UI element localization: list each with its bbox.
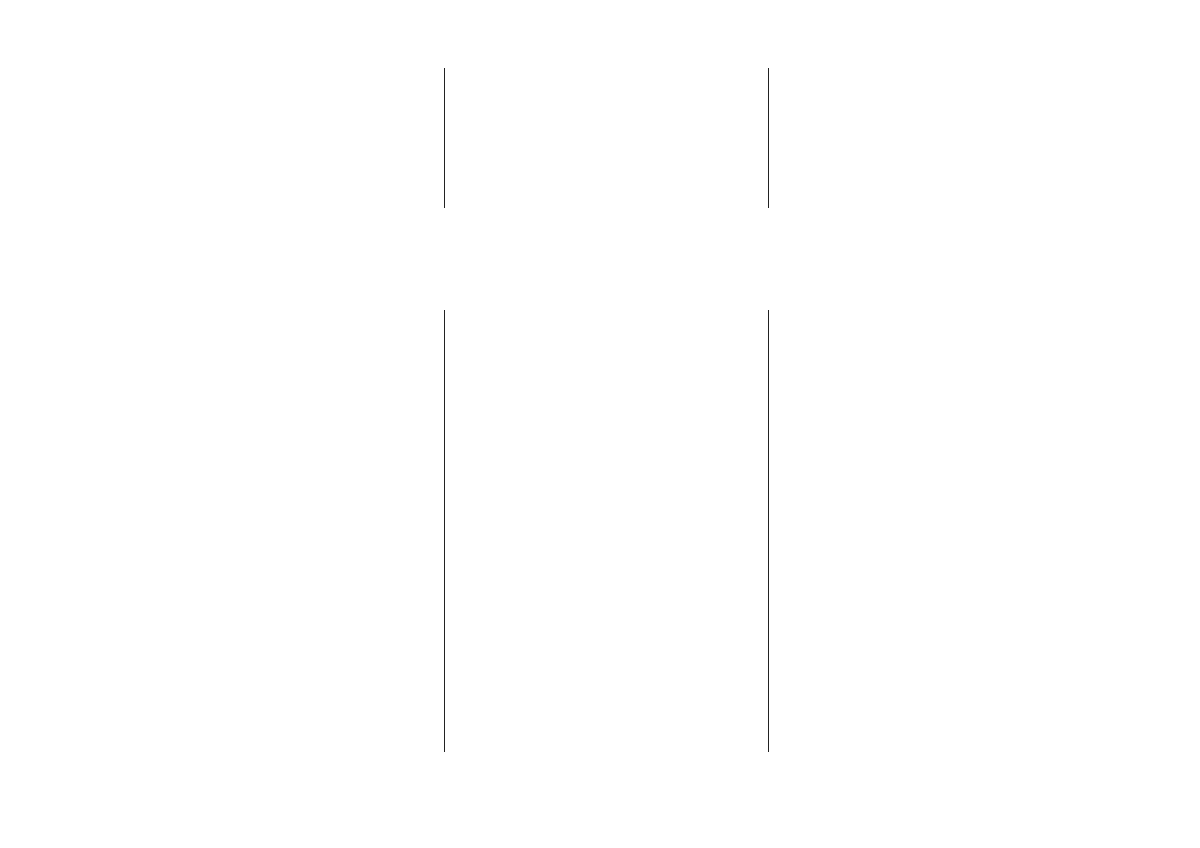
- column-divider: [444, 68, 445, 208]
- column-divider: [768, 310, 769, 752]
- column-divider: [444, 310, 445, 752]
- column-divider: [768, 68, 769, 208]
